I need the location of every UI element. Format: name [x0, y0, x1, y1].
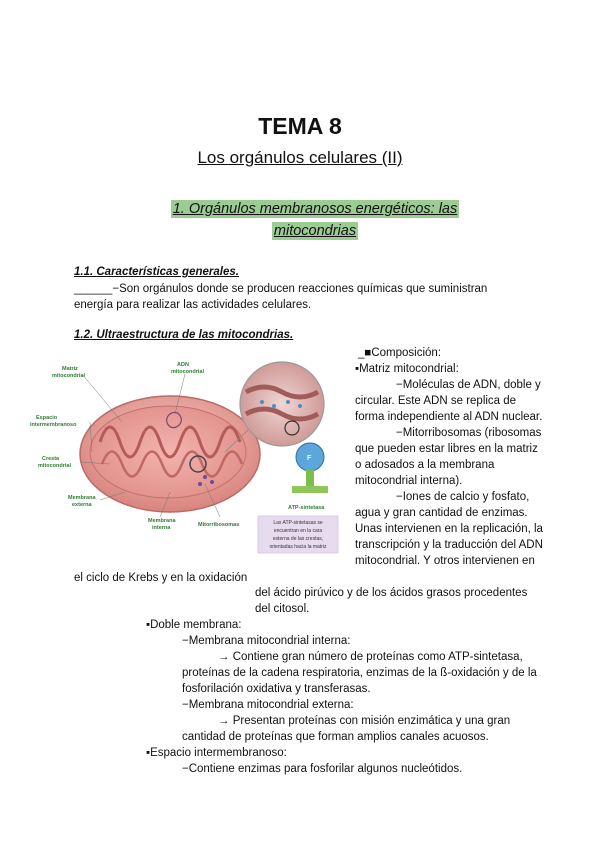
- paragraph-line: energía para realizar las actividades celulares.: [74, 299, 312, 311]
- paragraph-line: del ácido pirúvico y de los ácidos grasos procedentes: [255, 587, 528, 599]
- figure-label: mitocondrial: [38, 463, 72, 469]
- atp-synthase-stalk-shape: [306, 470, 314, 488]
- atp-f-label: F: [307, 455, 312, 462]
- figure-label: externa: [72, 502, 92, 508]
- paragraph-line: el ciclo de Krebs y en la oxidación: [74, 572, 248, 584]
- paragraph-line: mitocondrial. Y otros intervienen en: [355, 555, 535, 567]
- paragraph-line: proteínas de la cadena respiratoria, enzimas de la ß-oxidación y de la: [182, 667, 537, 679]
- inner-membrane-heading: −Membrana mitocondrial interna:: [182, 635, 351, 647]
- paragraph-line: → Presentan proteínas con misión enzimática y una gran: [218, 715, 511, 727]
- caption-line: externa de las crestas,: [272, 536, 324, 542]
- atp-synthase-base-shape: [292, 486, 328, 493]
- paragraph-line: forma independiente al ADN nuclear.: [355, 411, 543, 423]
- composition-heading: _■Composición:: [358, 347, 442, 359]
- paragraph-line: circular. Este ADN se replica de: [355, 395, 517, 407]
- paragraph-line: −Contiene enzimas para fosforilar algunos nucleótidos.: [182, 763, 463, 775]
- paragraph-line: −Mitorribosomas (ribosomas: [396, 427, 542, 439]
- paragraph-line: −Moléculas de ADN, doble y: [396, 379, 541, 391]
- mitochondria-illustration: [30, 352, 352, 562]
- caption-line: Las ATP-sintetasas se: [273, 520, 323, 526]
- paragraph-line: cantidad de proteínas que forman amplios canales acuosos.: [182, 731, 489, 743]
- paragraph-line: mitocondrial interna).: [355, 475, 463, 487]
- figure-label: ADN: [177, 362, 189, 368]
- paragraph-line: → Contiene gran número de proteínas como ATP-sintetasa,: [218, 651, 523, 663]
- paragraph-line: ______−Son orgánulos donde se producen reacciones químicas que suministran: [74, 283, 488, 295]
- mitochondria-figure: [30, 352, 352, 562]
- paragraph-line: −Iones de calcio y fosfato,: [396, 491, 530, 503]
- intermembrane-heading: ▪Espacio intermembranoso:: [146, 747, 287, 759]
- figure-label: mitocondrial: [52, 373, 86, 379]
- page-title: TEMA 8: [258, 113, 342, 139]
- figure-label: Espacio: [36, 415, 58, 421]
- paragraph-line: que pueden estar libres en la matriz: [355, 443, 538, 455]
- figure-label: Matriz: [62, 366, 78, 372]
- section-heading-line1: 1. Orgánulos membranosos energéticos: las: [172, 201, 458, 217]
- figure-label: intermembranoso: [30, 422, 77, 428]
- paragraph-line: o adosados a la membrana: [355, 459, 495, 471]
- paragraph-line: fosforilación oxidativa y transferasas.: [182, 683, 371, 695]
- figure-label: Membrana: [148, 518, 176, 524]
- subsection-heading-1: 1.1. Características generales.: [74, 266, 239, 278]
- figure-label: Cresta: [42, 456, 60, 462]
- figure-label: Mitorribosomas: [198, 522, 240, 528]
- ribosome-dot: [210, 480, 214, 484]
- figure-label: ATP-sintetasa: [288, 505, 325, 511]
- ribosome-dot: [203, 475, 207, 479]
- section-heading-line2: mitocondrias: [273, 223, 357, 239]
- zoom-circle: [240, 362, 324, 446]
- figure-label: interna: [152, 525, 171, 531]
- section-heading: [140, 198, 490, 242]
- outer-membrane-heading: −Membrana mitocondrial externa:: [182, 699, 354, 711]
- ribosome-dot: [198, 482, 202, 486]
- paragraph-line: Unas intervienen en la replicación, la: [355, 523, 543, 535]
- subsection-heading-2: 1.2. Ultraestructura de las mitocondrias.: [74, 329, 294, 341]
- page-subtitle: Los orgánulos celulares (II): [197, 148, 403, 167]
- double-membrane-heading: ▪Doble membrana:: [146, 619, 242, 631]
- caption-line: orientadas hacia la matriz: [269, 544, 327, 550]
- paragraph-line: agua y gran cantidad de enzimas.: [355, 507, 528, 519]
- paragraph-line: del citosol.: [255, 603, 310, 615]
- caption-line: encuentran en la cara: [273, 528, 323, 534]
- figure-label: Membrana: [68, 495, 96, 501]
- paragraph-line: transcripción y la traducción del ADN: [355, 539, 543, 551]
- matrix-heading: ▪Matriz mitocondrial:: [355, 363, 459, 375]
- figure-label: mitocondrial: [171, 369, 205, 375]
